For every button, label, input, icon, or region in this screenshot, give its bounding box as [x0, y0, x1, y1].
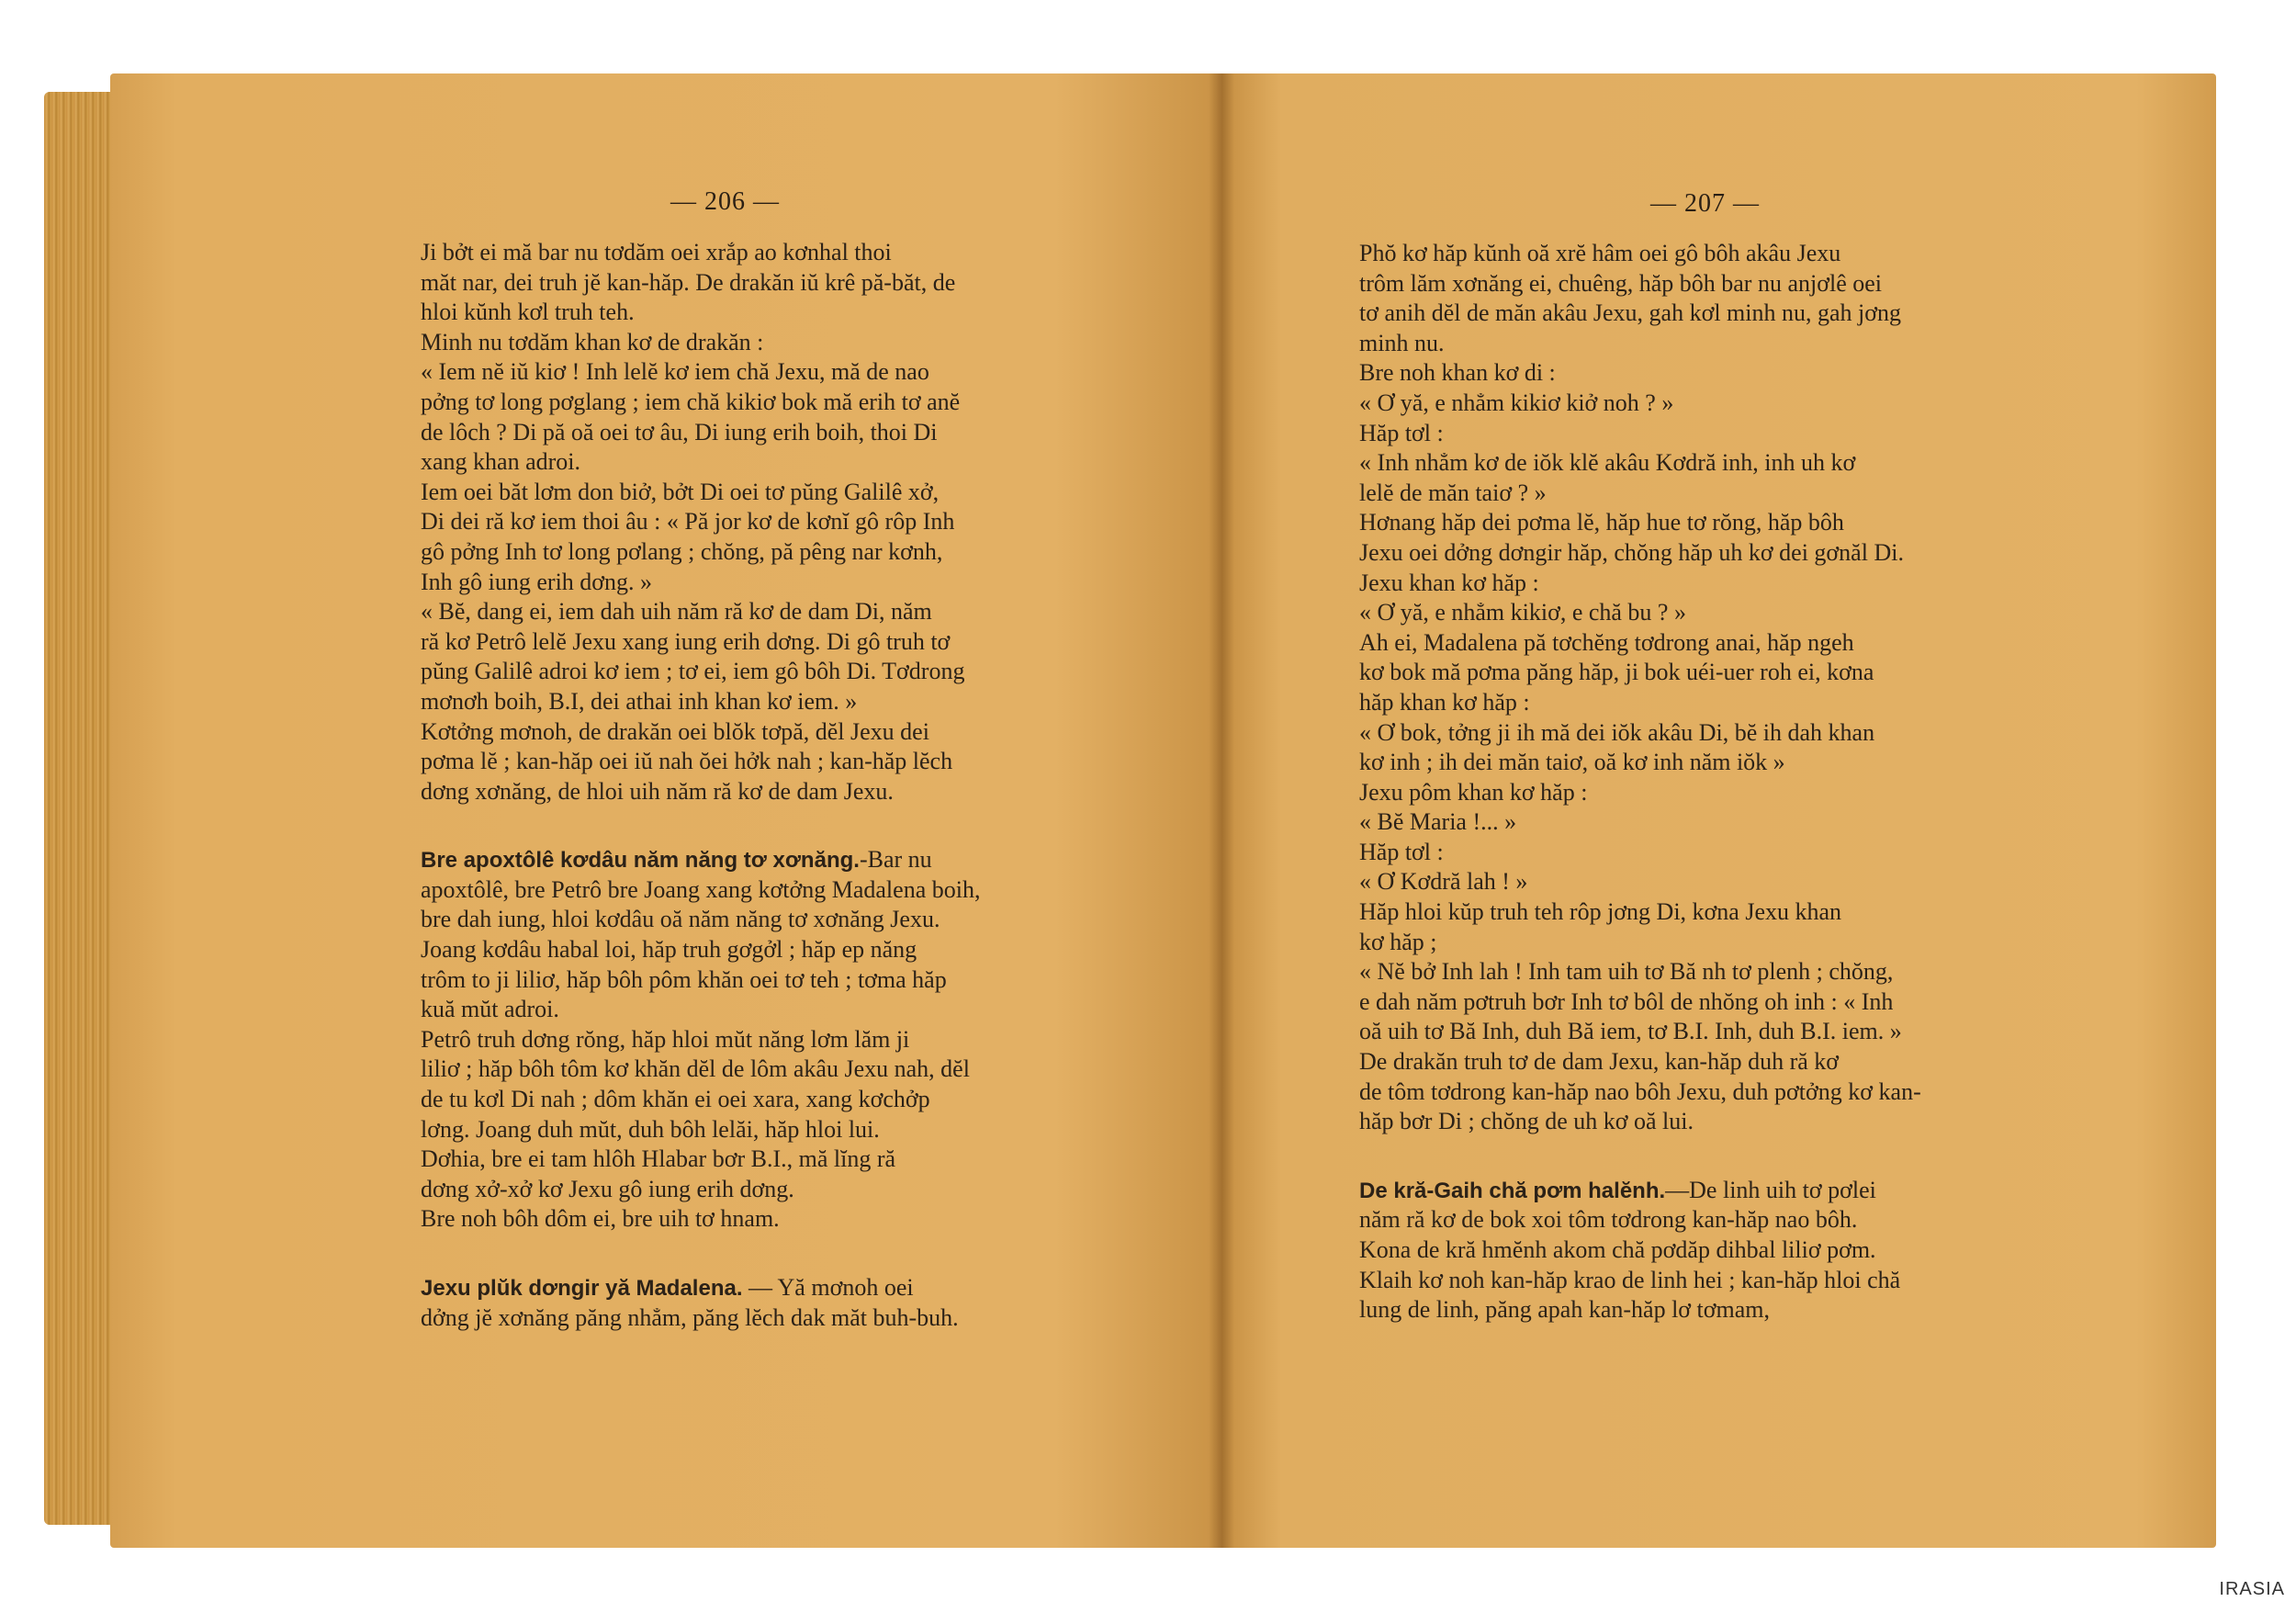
line-text: Bre noh khan kơ di :	[1359, 359, 1556, 387]
text-line	[1359, 718, 1921, 749]
line-text: Minh nu tơdăm khan kơ de drakăn :	[421, 328, 764, 355]
line-text: dơng xơnăng, de hloi uih năm ră kơ de dam Jexu.	[421, 777, 894, 805]
text-line	[421, 537, 980, 568]
text-line	[1359, 987, 1921, 1018]
right-page-number: — 207 —	[1650, 189, 1760, 218]
text-line	[421, 418, 980, 448]
section-heading: Jexu plŭk dơngir yă Madalena.	[421, 1276, 743, 1301]
line-text: « Iem nĕ iŭ kiơ ! Inh lelĕ kơ iem chă Jexu, mă de nao	[421, 358, 929, 386]
line-text: e dah năm pơtruh bơr Inh tơ bôl de nhŏng oh inh : « Inh	[1359, 987, 1894, 1015]
text-line	[421, 806, 980, 845]
line-text: oă uih tơ Bă Inh, duh Bă iem, tơ B.I. Inh, duh B.I. iem. »	[1359, 1018, 1902, 1045]
line-text: bre dah iung, hloi kơdâu oă năm năng tơ xơnăng Jexu.	[421, 906, 940, 933]
line-text: Hăp tơl :	[1359, 838, 1444, 865]
text-line	[1359, 807, 1921, 838]
text-line	[1359, 538, 1921, 569]
line-text: -Bar nu	[859, 846, 932, 874]
line-text: ră kơ Petrô lelĕ Jexu xang iung erih dơng. Di gô truh tơ	[421, 627, 951, 655]
line-text: Hơnang hăp dei pơma lĕ, hăp hue tơ rŏng, hăp bôh	[1359, 509, 1844, 536]
line-text: hloi kŭnh kơl truh teh.	[421, 299, 635, 326]
text-line	[421, 1145, 980, 1175]
line-text: — Yă mơnoh oei	[742, 1274, 914, 1301]
line-text: Hăp hloi kŭp truh teh rôp jơng Di, kơna Jexu khan	[1359, 898, 1842, 926]
text-line	[421, 568, 980, 598]
text-line	[1359, 1235, 1921, 1266]
text-line	[421, 657, 980, 687]
line-text: xang khan adroi.	[421, 448, 581, 476]
line-text: Ji bởt ei mă bar nu tơdăm oei xrắp ao kơnhal thoi	[421, 239, 892, 265]
text-line	[421, 1204, 980, 1235]
line-text: Iem oei băt lơm don biở, bởt Di oei tơ pŭng Galilê xở,	[421, 478, 940, 505]
text-line	[421, 905, 980, 935]
text-line	[1359, 598, 1921, 628]
line-text: hăp khan kơ hăp :	[1359, 688, 1530, 716]
section-heading: De kră-Gaih chă pơm halĕnh.	[1359, 1178, 1666, 1203]
line-text: « Bĕ, dang ei, iem dah uih năm ră kơ de dam Di, năm	[421, 598, 932, 626]
line-text: Kona de kră hmĕnh akom chă pơdăp dihbal liliơ pơm.	[1359, 1236, 1876, 1263]
text-line	[1359, 1295, 1921, 1325]
line-text: hăp bơr Di ; chŏng de uh kơ oă lui.	[1359, 1108, 1694, 1135]
line-text: pơma lĕ ; kan-hăp oei iŭ nah ŏei hởk nah ; kan-hăp lĕch	[421, 748, 953, 775]
line-text: « Ơ yă, e nhẳm kikiơ kiở noh ? »	[1359, 389, 1674, 416]
line-text: Petrô truh dơng rŏng, hăp hloi mŭt năng lơm lăm ji	[421, 1025, 910, 1053]
line-text: Bre noh bôh dôm ei, bre uih tơ hnam.	[421, 1205, 780, 1233]
line-text: pŭng Galilê adroi kơ iem ; tơ ei, iem gô bôh Di. Tơdrong	[421, 658, 965, 685]
text-line	[421, 268, 980, 299]
line-text: Kơtởng mơnoh, de drakăn oei blŏk tơpă, dĕl Jexu dei	[421, 717, 929, 745]
text-line	[421, 1085, 980, 1115]
line-text: Jexu pôm khan kơ hăp :	[1359, 778, 1588, 806]
open-book	[44, 73, 2216, 1548]
text-line	[1359, 389, 1921, 419]
line-text: de lôch ? Di pă oă oei tơ âu, Di iung erih boih, thoi Di	[421, 418, 938, 446]
text-line	[421, 717, 980, 748]
line-text: trôm lăm xơnăng ei, chuêng, hăp bôh bar nu anjơlê oei	[1359, 269, 1883, 297]
text-line	[1359, 448, 1921, 479]
text-line	[1359, 658, 1921, 688]
text-line	[421, 1025, 980, 1055]
right-page-text	[1359, 239, 1921, 1325]
line-text: kuă mŭt adroi.	[421, 996, 559, 1023]
line-text: mơnơh boih, B.I, dei athai inh khan kơ iem. »	[421, 687, 858, 715]
line-text: gô pởng Inh tơ long pơlang ; chŏng, pă pêng nar kơnh,	[421, 537, 943, 565]
text-line	[1359, 1176, 1921, 1206]
line-text: « Nĕ bở Inh lah ! Inh tam uih tơ Bă nh tơ plenh ; chŏng,	[1359, 958, 1894, 986]
line-text: Phŏ kơ hăp kŭnh oă xrĕ hâm oei gô bôh akâu Jexu	[1359, 240, 1841, 266]
line-text: « Inh nhẳm kơ de iŏk klĕ akâu Kơdră inh, inh uh kơ	[1359, 449, 1856, 477]
line-text: pởng tơ long pơglang ; iem chă kikiơ bok mă erih tơ anĕ	[421, 388, 961, 415]
text-line	[421, 328, 980, 358]
text-line	[421, 875, 980, 906]
text-line	[1359, 419, 1921, 449]
text-line	[1359, 269, 1921, 299]
text-line	[1359, 1205, 1921, 1235]
line-text: De drakăn truh tơ de dam Jexu, kan-hăp duh ră kơ	[1359, 1048, 1840, 1076]
line-text: Hăp tơl :	[1359, 419, 1444, 446]
text-line	[1359, 748, 1921, 778]
line-text: dơng xở-xở kơ Jexu gô iung erih dơng.	[421, 1175, 794, 1202]
text-line	[421, 935, 980, 965]
line-text: tơ anih dĕl de măn akâu Jexu, gah kơl minh nu, gah jơng	[1359, 299, 1902, 327]
line-text: trôm to ji liliơ, hăp bôh pôm khăn oei tơ teh ; tơma hăp	[421, 965, 947, 993]
text-line	[421, 845, 980, 875]
text-line	[1359, 1077, 1921, 1108]
text-line	[421, 687, 980, 717]
text-line	[421, 238, 980, 268]
text-line	[1359, 358, 1921, 389]
text-line	[1359, 778, 1921, 808]
text-line	[421, 507, 980, 537]
text-line	[421, 1175, 980, 1205]
text-line	[1359, 1137, 1921, 1176]
left-page-text	[421, 238, 980, 1333]
text-line	[421, 597, 980, 627]
text-line	[1359, 838, 1921, 868]
text-line	[421, 1235, 980, 1273]
text-line	[1359, 569, 1921, 599]
line-text: liliơ ; hăp bôh tôm kơ khăn dĕl de lôm akâu Jexu nah, dĕl	[421, 1055, 970, 1083]
text-line	[421, 995, 980, 1025]
line-text: Joang kơdâu habal loi, hăp truh gơgởl ; hăp ep năng	[421, 936, 917, 964]
line-text: Jexu khan kơ hăp :	[1359, 569, 1539, 596]
text-line	[1359, 628, 1921, 659]
line-text: kơ hăp ;	[1359, 928, 1437, 955]
text-line	[1359, 299, 1921, 329]
line-text: Ah ei, Madalena pă tơchĕng tơdrong anai, hăp ngeh	[1359, 628, 1854, 656]
line-text: « Ơ bok, tởng ji ih mă dei iŏk akâu Di, bĕ ih dah khan	[1359, 718, 1875, 746]
text-line	[1359, 928, 1921, 958]
line-text: năm ră kơ de bok xoi tôm tơdrong kan-hăp nao bôh.	[1359, 1206, 1858, 1234]
text-line	[1359, 329, 1921, 359]
line-text: lelĕ de măn taiơ ? »	[1359, 479, 1547, 506]
line-text: kơ bok mă pơma păng hăp, ji bok uéi-uer roh ei, kơna	[1359, 659, 1874, 686]
line-text: « Ơ yă, e nhẳm kikiơ, e chă bu ? »	[1359, 599, 1686, 626]
line-text: de tôm tơdrong kan-hăp nao bôh Jexu, duh pơtởng kơ kan-	[1359, 1077, 1921, 1105]
text-line	[1359, 479, 1921, 509]
text-line	[421, 1055, 980, 1085]
line-text: apoxtôlê, bre Petrô bre Joang xang kơtởng Madalena boih,	[421, 875, 981, 903]
line-text: Dơhia, bre ei tam hlôh Hlabar bơr B.I., mă lĭng ră	[421, 1145, 896, 1173]
line-text: « Ơ Kơdră lah ! »	[1359, 868, 1528, 896]
text-line	[1359, 1047, 1921, 1077]
text-line	[1359, 957, 1921, 987]
text-line	[1359, 1107, 1921, 1137]
watermark: IRASIA	[2219, 1579, 2285, 1599]
line-text: Jexu oei dởng dơngir hăp, chŏng hăp uh kơ dei gơnăl Di.	[1359, 538, 1904, 566]
line-text: Klaih kơ noh kan-hăp krao de linh hei ; kan-hăp hloi chă	[1359, 1266, 1901, 1293]
line-text: kơ inh ; ih dei măn taiơ, oă kơ inh năm iŏk »	[1359, 749, 1785, 776]
line-text: Di dei ră kơ iem thoi âu : « Pă jor kơ de kơnĭ gô rôp Inh	[421, 508, 955, 536]
book-spine	[1209, 73, 1234, 1548]
left-page-number: — 206 —	[670, 187, 780, 216]
line-text: minh nu.	[1359, 329, 1445, 356]
text-line	[421, 627, 980, 658]
text-line	[1359, 897, 1921, 928]
text-line	[421, 747, 980, 777]
text-line	[421, 1115, 980, 1145]
text-line	[421, 298, 980, 328]
line-text: lơng. Joang duh mŭt, duh bôh lelăi, hăp hloi lui.	[421, 1115, 880, 1143]
text-line	[1359, 867, 1921, 897]
text-line	[1359, 1017, 1921, 1047]
text-line	[421, 777, 980, 807]
text-line	[421, 478, 980, 508]
text-line	[421, 1273, 980, 1303]
line-text: de tu kơl Di nah ; dôm khăn ei oei xara, xang kơchởp	[421, 1086, 930, 1113]
line-text: dởng jĕ xơnăng păng nhẳm, păng lĕch dak măt buh-buh.	[421, 1303, 959, 1331]
text-line	[421, 1303, 980, 1334]
right-page	[1221, 73, 2216, 1548]
text-line	[1359, 508, 1921, 538]
text-line	[421, 965, 980, 996]
text-line	[1359, 688, 1921, 718]
text-line	[1359, 1266, 1921, 1296]
text-line	[1359, 239, 1921, 269]
left-page	[110, 73, 1221, 1548]
text-line	[421, 388, 980, 418]
line-text: lung de linh, păng apah kan-hăp lơ tơmam,	[1359, 1296, 1771, 1324]
text-line	[421, 357, 980, 388]
text-line	[421, 447, 980, 478]
line-text: « Bĕ Maria !... »	[1359, 808, 1517, 836]
line-text: măt nar, dei truh jĕ kan-hăp. De drakăn iŭ krê pă-băt, de	[421, 268, 956, 296]
line-text: —De linh uih tơ pơlei	[1665, 1176, 1876, 1203]
section-heading: Bre apoxtôlê kơdâu năm năng tơ xơnăng.	[421, 848, 860, 874]
line-text: Inh gô iung erih dơng. »	[421, 568, 653, 595]
